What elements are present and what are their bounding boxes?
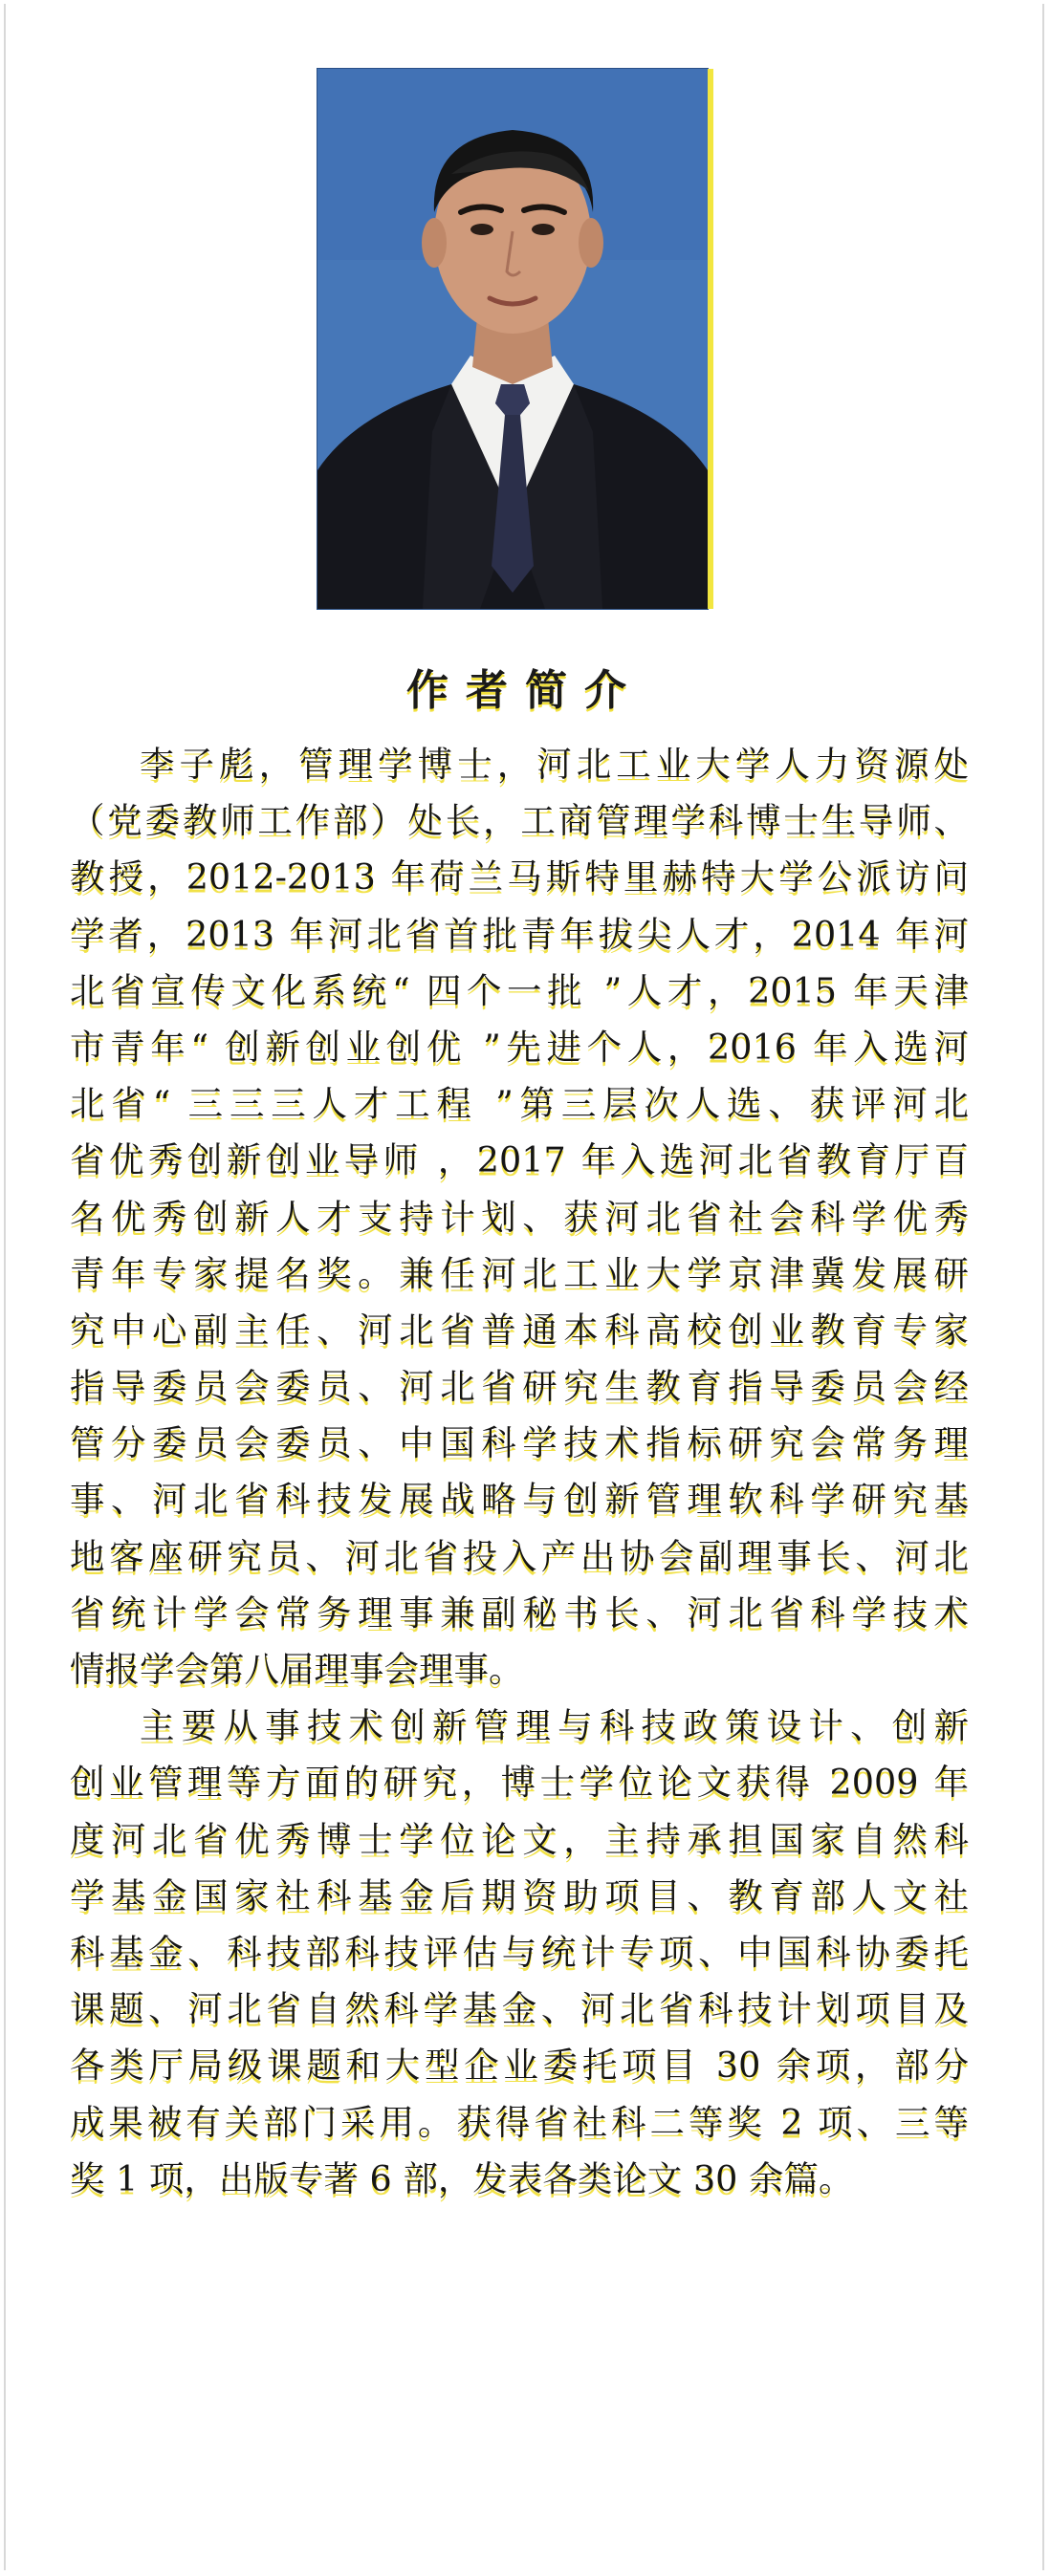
bio-line: 课题、河北省自然科学基金、河北省科技计划项目及 <box>70 1988 969 2030</box>
bio-line: 指导委员会委员、河北省研究生教育指导委员会经 <box>70 1366 969 1408</box>
bio-line: 创业管理等方面的研究，博士学位论文获得 2009 年 <box>70 1762 969 1804</box>
bio-line: 地客座研究员、河北省投入产出协会副理事长、河北 <box>70 1535 969 1577</box>
bio-line: （党委教师工作部）处长，工商管理学科博士生导师、 <box>70 800 969 842</box>
bio-line: 青年专家提名奖。兼任河北工业大学京津冀发展研 <box>70 1252 969 1294</box>
bio-paragraph-1 <box>70 736 969 1698</box>
bio-line: 李子彪，管理学博士，河北工业大学人力资源处 <box>140 744 969 785</box>
bio-line: 奖 1 项，出版专著 6 部，发表各类论文 30 余篇。 <box>70 2157 854 2199</box>
bio-line: 科基金、科技部科技评估与统计专项、中国科协委托 <box>70 1931 969 1973</box>
bio-line: 北省“ 三三三人才工程 ”第三层次人选、获评河北 <box>70 1083 969 1125</box>
bio-line: 学基金国家社科基金后期资助项目、教育部人文社 <box>70 1874 969 1916</box>
bio-line: 主要从事技术创新管理与科技政策设计、创新 <box>140 1705 969 1747</box>
bio-line: 究中心副主任、河北省普通本科高校创业教育专家 <box>70 1309 969 1351</box>
portrait-illustration <box>317 69 708 609</box>
bio-line: 各类厅局级课题和大型企业委托项目 30 余项，部分 <box>70 2045 969 2087</box>
bio-line: 成果被有关部门采用。获得省社科二等奖 2 项、三等 <box>70 2101 969 2143</box>
bio-line: 教授，2012-2013 年荷兰马斯特里赫特大学公派访问 <box>70 856 969 898</box>
author-portrait-photo <box>317 69 708 609</box>
bio-line: 省优秀创新创业导师 ，2017 年入选河北省教育厅百 <box>70 1139 969 1181</box>
bio-line: 事、河北省科技发展战略与创新管理软科学研究基 <box>70 1479 969 1521</box>
bio-line: 市青年“ 创新创业创优 ”先进个人，2016 年入选河 <box>70 1026 969 1068</box>
section-title: 作者简介 <box>406 666 644 715</box>
bio-line: 省统计学会常务理事兼副秘书长、河北省科学技术 <box>70 1591 969 1634</box>
bio-line: 管分委员会委员、中国科学技术指标研究会常务理 <box>70 1422 969 1464</box>
bio-paragraph-2 <box>70 1698 969 2207</box>
author-biography <box>70 736 969 2207</box>
bio-line: 北省宣传文化系统“ 四个一批 ”人才，2015 年天津 <box>70 969 969 1011</box>
bio-line: 学者，2013 年河北省首批青年拔尖人才，2014 年河 <box>70 913 969 955</box>
bio-line: 度河北省优秀博士学位论文，主持承担国家自然科 <box>70 1818 969 1860</box>
bio-line: 情报学会第八届理事会理事。 <box>70 1649 524 1690</box>
bio-line: 名优秀创新人才支持计划、获河北省社会科学优秀 <box>70 1196 969 1238</box>
